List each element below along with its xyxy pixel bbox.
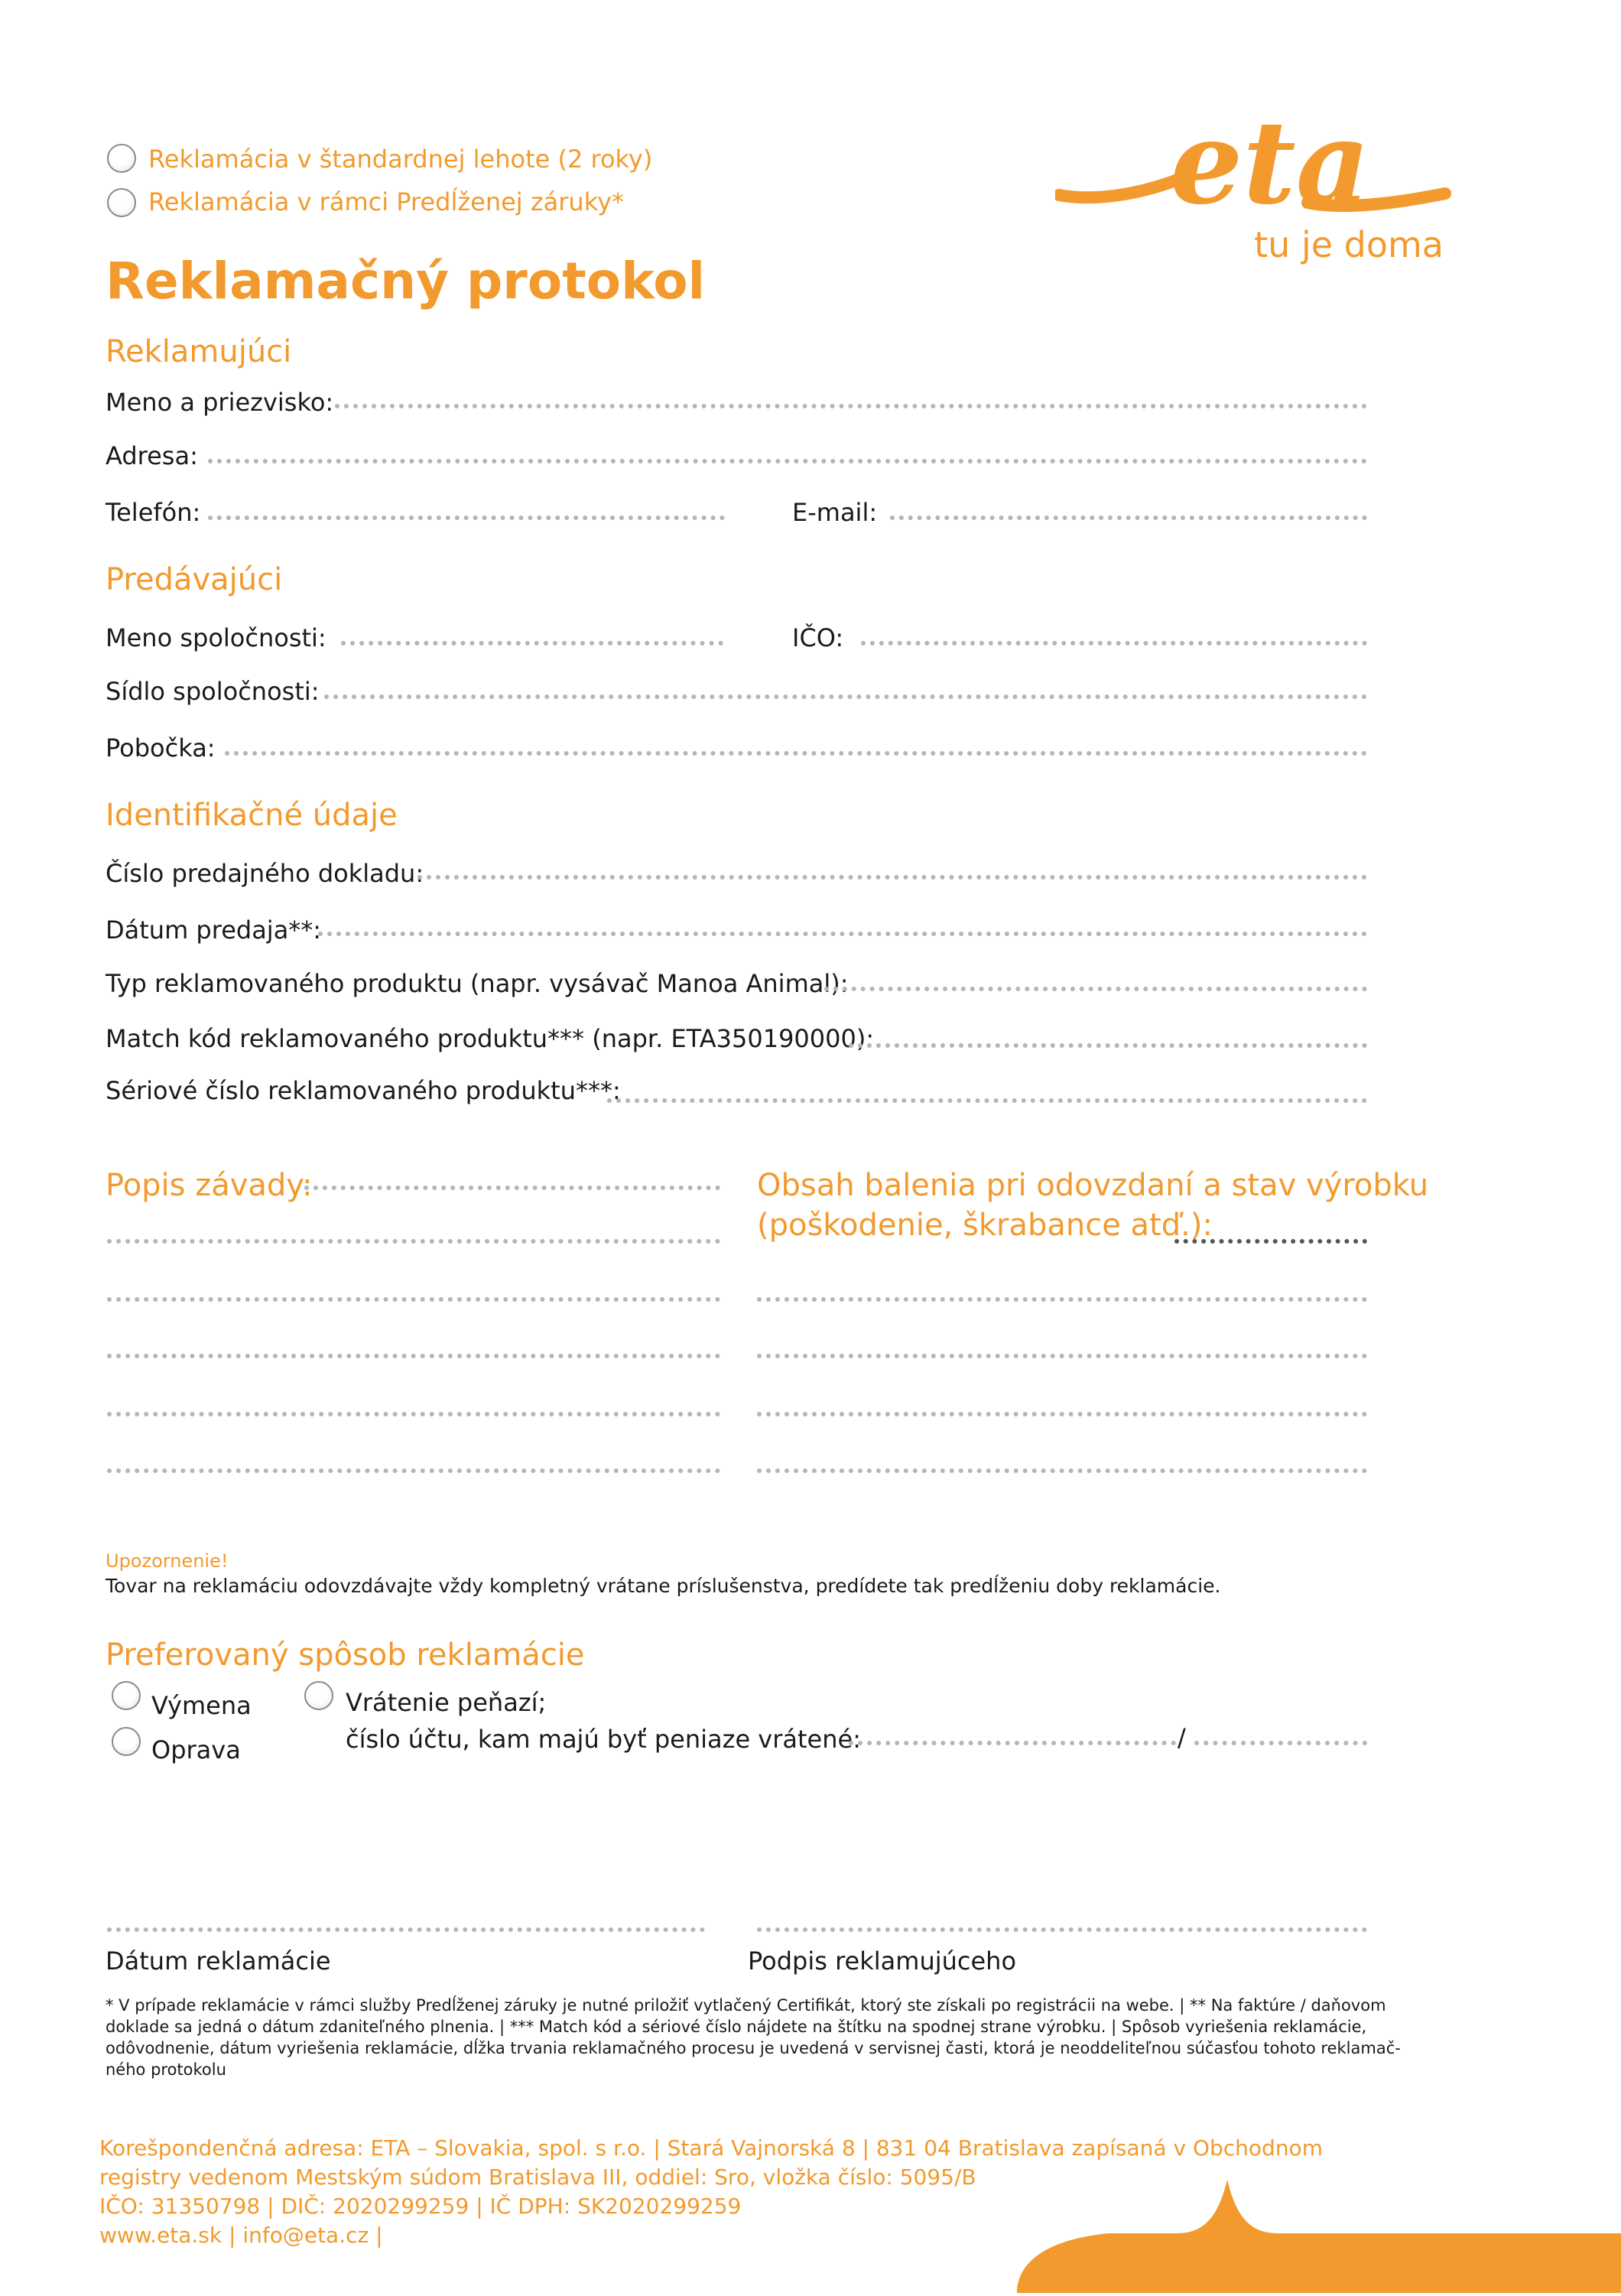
package-line[interactable] xyxy=(1174,1239,1367,1244)
claimant-heading: Reklamujúci xyxy=(106,334,292,369)
footnote-line1: * V prípade reklamácie v rámci služby Predĺženej záruky je nutné priložiť vytlačený Certifikát, ktorý ste získali po registrácii na webe. | ** Na faktúre / daňovom xyxy=(106,1996,1386,2015)
eta-logo xyxy=(1055,88,1453,241)
seller-heading: Predávajúci xyxy=(106,562,283,597)
product-type-label: Typ reklamovaného produktu (napr. vysávač Manoa Animal): xyxy=(106,969,849,998)
standard-period-label: Reklamácia v štandardnej lehote (2 roky) xyxy=(148,145,653,174)
email-label: E-mail: xyxy=(792,498,878,527)
sale-date-field[interactable] xyxy=(318,932,1367,936)
exchange-radio[interactable] xyxy=(112,1681,141,1710)
ico-label: IČO: xyxy=(792,623,844,652)
claim-date-label: Dátum reklamácie xyxy=(106,1946,331,1976)
defect-line[interactable] xyxy=(304,1185,720,1190)
match-code-field[interactable] xyxy=(849,1043,1367,1048)
serial-number-label: Sériové číslo reklamovaného produktu***: xyxy=(106,1076,621,1105)
identification-heading: Identifikačné údaje xyxy=(106,798,398,833)
name-field[interactable] xyxy=(335,404,1367,408)
package-heading-line1: Obsah balenia pri odovzdaní a stav výrobku xyxy=(757,1168,1429,1203)
repair-label: Oprava xyxy=(151,1735,241,1764)
standard-period-radio[interactable] xyxy=(107,144,136,173)
refund-label: Vrátenie peňazí; xyxy=(346,1688,547,1717)
package-line[interactable] xyxy=(757,1297,1367,1302)
preferred-heading: Preferovaný spôsob reklamácie xyxy=(106,1637,585,1673)
serial-number-field[interactable] xyxy=(607,1098,1367,1103)
ico-field[interactable] xyxy=(861,641,1367,646)
account-slash: / xyxy=(1178,1723,1186,1752)
defect-line[interactable] xyxy=(107,1354,720,1358)
warning-title: Upozornenie! xyxy=(106,1550,229,1572)
defect-heading: Popis závady: xyxy=(106,1168,313,1203)
name-label: Meno a priezvisko: xyxy=(106,388,334,417)
package-line[interactable] xyxy=(757,1468,1367,1473)
decorative-corner-shape xyxy=(1017,2180,1621,2293)
defect-line[interactable] xyxy=(107,1239,720,1244)
footnote-line4: ného protokolu xyxy=(106,2060,226,2079)
repair-radio[interactable] xyxy=(112,1727,141,1756)
company-label: Meno spoločnosti: xyxy=(106,623,326,652)
company-field[interactable] xyxy=(341,641,723,646)
match-code-label: Match kód reklamovaného produktu*** (napr. ETA350190000): xyxy=(106,1024,875,1053)
footer-line1: Korešpondenčná adresa: ETA – Slovakia, spol. s r.o. | Stará Vajnorská 8 | 831 04 Bratislava zapísaná v Obchodnom xyxy=(99,2135,1323,2161)
product-type-field[interactable] xyxy=(824,987,1367,991)
package-heading-line2: (poškodenie, škrabance atď.): xyxy=(757,1208,1213,1243)
defect-line[interactable] xyxy=(107,1297,720,1302)
refund-radio[interactable] xyxy=(304,1681,333,1710)
receipt-field[interactable] xyxy=(417,875,1367,880)
footer-line4: www.eta.sk | info@eta.cz | xyxy=(99,2223,383,2248)
eta-logo-graphic xyxy=(1055,88,1453,241)
defect-line[interactable] xyxy=(107,1412,720,1416)
bank-code-field[interactable] xyxy=(1194,1741,1367,1745)
account-label: číslo účtu, kam majú byť peniaze vrátené: xyxy=(346,1725,861,1754)
email-field[interactable] xyxy=(890,515,1367,520)
seat-label: Sídlo spoločnosti: xyxy=(106,677,320,706)
defect-line[interactable] xyxy=(107,1468,720,1473)
footer-line3: IČO: 31350798 | DIČ: 2020299259 | IČ DPH: SK2020299259 xyxy=(99,2194,742,2219)
package-line[interactable] xyxy=(757,1412,1367,1416)
phone-label: Telefón: xyxy=(106,498,201,527)
signature-field[interactable] xyxy=(757,1927,1367,1932)
footer-line2: registry vedenom Mestským súdom Bratislava III, oddiel: Sro, vložka číslo: 5095/B xyxy=(99,2164,976,2190)
branch-field[interactable] xyxy=(225,751,1367,756)
logo-text: eta xyxy=(1170,96,1370,230)
receipt-label: Číslo predajného dokladu: xyxy=(106,859,424,888)
page-title: Reklamačný protokol xyxy=(106,252,706,311)
tagline: tu je doma xyxy=(1254,224,1444,265)
extended-warranty-radio[interactable] xyxy=(107,188,136,217)
seat-field[interactable] xyxy=(324,694,1367,699)
phone-field[interactable] xyxy=(208,515,725,520)
footnote-line3: odôvodnenie, dátum vyriešenia reklamácie, dĺžka trvania reklamačného procesu je uvedená v servisnej časti, ktorá je neoddeliteľnou súčasťou tohoto reklamač- xyxy=(106,2039,1401,2057)
account-number-field[interactable] xyxy=(849,1741,1176,1745)
address-field[interactable] xyxy=(208,459,1367,463)
signature-label: Podpis reklamujúceho xyxy=(748,1946,1017,1976)
sale-date-label: Dátum predaja**: xyxy=(106,915,322,945)
claim-date-field[interactable] xyxy=(107,1927,705,1932)
branch-label: Pobočka: xyxy=(106,733,216,763)
warning-text: Tovar na reklamáciu odovzdávajte vždy kompletný vrátane príslušenstva, predídete tak predĺženiu doby reklamácie. xyxy=(106,1575,1221,1597)
address-label: Adresa: xyxy=(106,441,198,470)
footnote-line2: doklade sa jedná o dátum zdaniteľného plnenia. | *** Match kód a sériové číslo nájdete na štítku na spodnej strane výrobku. | Spôsob vyriešenia reklamácie, xyxy=(106,2018,1367,2036)
package-line[interactable] xyxy=(757,1354,1367,1358)
extended-warranty-label: Reklamácia v rámci Predĺženej záruky* xyxy=(148,187,625,216)
exchange-label: Výmena xyxy=(151,1691,252,1720)
